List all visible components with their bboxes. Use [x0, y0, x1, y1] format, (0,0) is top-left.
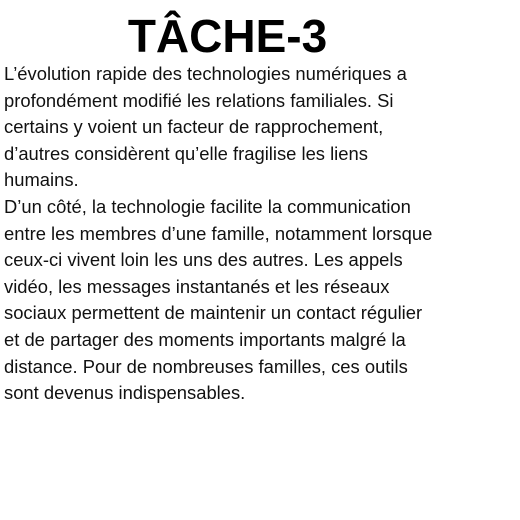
text-line: vidéo, les messages instantanés et les réseaux: [4, 275, 390, 297]
text-line: sont devenus indispensables.: [4, 382, 246, 404]
text-line: distance. Pour de nombreuses familles, ces outils: [4, 355, 408, 377]
text-line: et de partager des moments importants malgré la: [4, 328, 406, 350]
text-line: d’autres considèrent qu’elle fragilise les liens: [4, 142, 368, 164]
text-line: L’évolution rapide des technologies numériques a: [4, 63, 407, 84]
text-line: profondément modifié les relations familiales. Si: [4, 89, 394, 111]
text-line: humains.: [4, 169, 79, 191]
text-line: entre les membres d’une famille, notamment lorsque: [4, 222, 433, 244]
text-line: ceux-ci vivent loin les uns des autres. Les appels: [4, 249, 403, 271]
text-line: certains y voient un facteur de rapprochement,: [4, 116, 384, 138]
text-line: sociaux permettent de maintenir un contact régulier: [4, 302, 423, 324]
text-line: D’un côté, la technologie facilite la communication: [4, 195, 411, 217]
document-body: [4, 61, 514, 407]
document-title: TÂCHE-3: [127, 10, 328, 62]
